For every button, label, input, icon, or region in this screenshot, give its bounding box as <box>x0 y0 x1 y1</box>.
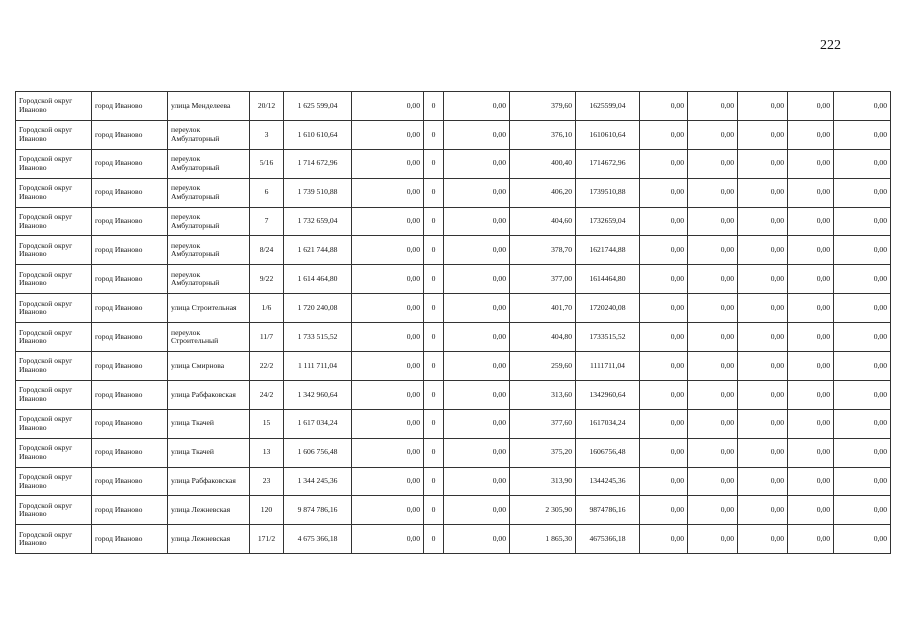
cell-amount: 1720240,08 <box>576 294 640 323</box>
cell-value-c: 0,00 <box>640 467 688 496</box>
cell-value-c: 0,00 <box>640 380 688 409</box>
cell-value-b: 0,00 <box>444 265 510 294</box>
cell-total-cost: 1 714 672,96 <box>284 149 352 178</box>
cell-house-number: 8/24 <box>250 236 284 265</box>
cell-value-b: 0,00 <box>444 525 510 554</box>
cell-value-d: 0,00 <box>688 525 738 554</box>
cell-value-b: 0,00 <box>444 323 510 352</box>
cell-municipality: Городской округ Иваново <box>16 207 92 236</box>
cell-total-cost: 1 621 744,88 <box>284 236 352 265</box>
cell-value-f: 0,00 <box>788 525 834 554</box>
cell-area: 404,80 <box>510 323 576 352</box>
cell-value-e: 0,00 <box>738 323 788 352</box>
cell-value-e: 0,00 <box>738 294 788 323</box>
cell-municipality: Городской округ Иваново <box>16 438 92 467</box>
cell-value-f: 0,00 <box>788 438 834 467</box>
cell-value-g: 0,00 <box>834 352 891 381</box>
cell-value-b: 0,00 <box>444 236 510 265</box>
cell-count: 0 <box>424 149 444 178</box>
cell-value-g: 0,00 <box>834 438 891 467</box>
cell-value-g: 0,00 <box>834 380 891 409</box>
cell-value-a: 0,00 <box>352 207 424 236</box>
cell-area: 313,60 <box>510 380 576 409</box>
table-row <box>16 178 891 207</box>
cell-value-d: 0,00 <box>688 352 738 381</box>
table-row <box>16 467 891 496</box>
cell-value-e: 0,00 <box>738 236 788 265</box>
cell-amount: 1714672,96 <box>576 149 640 178</box>
cell-value-c: 0,00 <box>640 207 688 236</box>
housing-registry-table <box>15 91 891 554</box>
cell-value-e: 0,00 <box>738 352 788 381</box>
cell-municipality: Городской округ Иваново <box>16 380 92 409</box>
cell-value-a: 0,00 <box>352 496 424 525</box>
cell-street: переулок Строительный <box>168 323 250 352</box>
cell-amount: 1344245,36 <box>576 467 640 496</box>
cell-count: 0 <box>424 236 444 265</box>
cell-value-a: 0,00 <box>352 178 424 207</box>
cell-count: 0 <box>424 178 444 207</box>
cell-house-number: 23 <box>250 467 284 496</box>
cell-value-d: 0,00 <box>688 236 738 265</box>
cell-value-f: 0,00 <box>788 294 834 323</box>
cell-total-cost: 1 733 515,52 <box>284 323 352 352</box>
table-row <box>16 207 891 236</box>
cell-amount: 4675366,18 <box>576 525 640 554</box>
cell-value-f: 0,00 <box>788 92 834 121</box>
cell-amount: 1614464,80 <box>576 265 640 294</box>
cell-amount: 9874786,16 <box>576 496 640 525</box>
cell-area: 406,20 <box>510 178 576 207</box>
cell-value-d: 0,00 <box>688 409 738 438</box>
cell-value-d: 0,00 <box>688 323 738 352</box>
cell-value-c: 0,00 <box>640 92 688 121</box>
cell-value-c: 0,00 <box>640 149 688 178</box>
cell-value-f: 0,00 <box>788 265 834 294</box>
cell-value-d: 0,00 <box>688 496 738 525</box>
cell-area: 377,60 <box>510 409 576 438</box>
cell-value-e: 0,00 <box>738 380 788 409</box>
cell-value-e: 0,00 <box>738 409 788 438</box>
cell-value-d: 0,00 <box>688 207 738 236</box>
table-row <box>16 496 891 525</box>
cell-locality: город Иваново <box>92 496 168 525</box>
cell-house-number: 20/12 <box>250 92 284 121</box>
cell-house-number: 22/2 <box>250 352 284 381</box>
cell-municipality: Городской округ Иваново <box>16 496 92 525</box>
cell-street: переулок Амбулаторный <box>168 265 250 294</box>
cell-value-b: 0,00 <box>444 178 510 207</box>
cell-value-c: 0,00 <box>640 120 688 149</box>
cell-value-e: 0,00 <box>738 525 788 554</box>
cell-amount: 1732659,04 <box>576 207 640 236</box>
cell-value-b: 0,00 <box>444 352 510 381</box>
cell-value-e: 0,00 <box>738 92 788 121</box>
cell-value-c: 0,00 <box>640 178 688 207</box>
cell-value-e: 0,00 <box>738 265 788 294</box>
cell-value-e: 0,00 <box>738 467 788 496</box>
table-row <box>16 149 891 178</box>
cell-area: 378,70 <box>510 236 576 265</box>
cell-value-a: 0,00 <box>352 525 424 554</box>
cell-house-number: 5/16 <box>250 149 284 178</box>
cell-value-d: 0,00 <box>688 265 738 294</box>
cell-value-c: 0,00 <box>640 294 688 323</box>
cell-value-f: 0,00 <box>788 120 834 149</box>
cell-area: 376,10 <box>510 120 576 149</box>
cell-value-a: 0,00 <box>352 409 424 438</box>
cell-street: улица Лежневская <box>168 525 250 554</box>
cell-value-d: 0,00 <box>688 149 738 178</box>
cell-value-f: 0,00 <box>788 236 834 265</box>
cell-value-a: 0,00 <box>352 352 424 381</box>
cell-value-d: 0,00 <box>688 294 738 323</box>
cell-value-b: 0,00 <box>444 149 510 178</box>
cell-area: 377,00 <box>510 265 576 294</box>
cell-area: 379,60 <box>510 92 576 121</box>
cell-value-g: 0,00 <box>834 294 891 323</box>
table-row <box>16 380 891 409</box>
cell-house-number: 3 <box>250 120 284 149</box>
cell-municipality: Городской округ Иваново <box>16 92 92 121</box>
cell-value-f: 0,00 <box>788 409 834 438</box>
cell-value-b: 0,00 <box>444 438 510 467</box>
cell-count: 0 <box>424 409 444 438</box>
cell-value-g: 0,00 <box>834 120 891 149</box>
cell-value-c: 0,00 <box>640 525 688 554</box>
cell-municipality: Городской округ Иваново <box>16 323 92 352</box>
cell-amount: 1621744,88 <box>576 236 640 265</box>
table-row <box>16 438 891 467</box>
cell-municipality: Городской округ Иваново <box>16 409 92 438</box>
cell-house-number: 15 <box>250 409 284 438</box>
cell-value-a: 0,00 <box>352 120 424 149</box>
cell-value-d: 0,00 <box>688 380 738 409</box>
cell-municipality: Городской округ Иваново <box>16 294 92 323</box>
cell-value-f: 0,00 <box>788 207 834 236</box>
cell-value-c: 0,00 <box>640 409 688 438</box>
cell-total-cost: 1 739 510,88 <box>284 178 352 207</box>
cell-amount: 1617034,24 <box>576 409 640 438</box>
cell-value-b: 0,00 <box>444 294 510 323</box>
cell-street: улица Рабфаковская <box>168 467 250 496</box>
cell-value-c: 0,00 <box>640 496 688 525</box>
cell-total-cost: 1 614 464,80 <box>284 265 352 294</box>
table-row <box>16 265 891 294</box>
cell-value-f: 0,00 <box>788 178 834 207</box>
cell-total-cost: 1 617 034,24 <box>284 409 352 438</box>
cell-street: переулок Амбулаторный <box>168 120 250 149</box>
cell-value-b: 0,00 <box>444 207 510 236</box>
cell-value-f: 0,00 <box>788 380 834 409</box>
cell-value-b: 0,00 <box>444 380 510 409</box>
cell-value-c: 0,00 <box>640 236 688 265</box>
cell-municipality: Городской округ Иваново <box>16 178 92 207</box>
cell-street: улица Строительная <box>168 294 250 323</box>
cell-amount: 1111711,04 <box>576 352 640 381</box>
cell-count: 0 <box>424 467 444 496</box>
cell-locality: город Иваново <box>92 265 168 294</box>
cell-total-cost: 1 732 659,04 <box>284 207 352 236</box>
cell-value-d: 0,00 <box>688 178 738 207</box>
cell-value-g: 0,00 <box>834 149 891 178</box>
cell-locality: город Иваново <box>92 352 168 381</box>
cell-house-number: 171/2 <box>250 525 284 554</box>
cell-locality: город Иваново <box>92 149 168 178</box>
cell-value-e: 0,00 <box>738 438 788 467</box>
page-number: 222 <box>820 38 841 53</box>
cell-value-g: 0,00 <box>834 467 891 496</box>
cell-value-e: 0,00 <box>738 178 788 207</box>
cell-locality: город Иваново <box>92 323 168 352</box>
cell-area: 1 865,30 <box>510 525 576 554</box>
table-row <box>16 352 891 381</box>
cell-locality: город Иваново <box>92 525 168 554</box>
cell-value-b: 0,00 <box>444 496 510 525</box>
cell-value-g: 0,00 <box>834 236 891 265</box>
cell-amount: 1625599,04 <box>576 92 640 121</box>
cell-value-e: 0,00 <box>738 207 788 236</box>
cell-total-cost: 1 606 756,48 <box>284 438 352 467</box>
cell-total-cost: 1 610 610,64 <box>284 120 352 149</box>
cell-amount: 1342960,64 <box>576 380 640 409</box>
cell-locality: город Иваново <box>92 380 168 409</box>
table-row <box>16 294 891 323</box>
cell-locality: город Иваново <box>92 467 168 496</box>
cell-area: 259,60 <box>510 352 576 381</box>
cell-value-e: 0,00 <box>738 120 788 149</box>
cell-value-d: 0,00 <box>688 92 738 121</box>
table-row <box>16 236 891 265</box>
cell-count: 0 <box>424 525 444 554</box>
cell-value-c: 0,00 <box>640 438 688 467</box>
cell-value-c: 0,00 <box>640 323 688 352</box>
cell-value-a: 0,00 <box>352 236 424 265</box>
cell-count: 0 <box>424 496 444 525</box>
cell-value-d: 0,00 <box>688 120 738 149</box>
cell-house-number: 24/2 <box>250 380 284 409</box>
cell-value-c: 0,00 <box>640 352 688 381</box>
cell-value-g: 0,00 <box>834 409 891 438</box>
cell-street: переулок Амбулаторный <box>168 236 250 265</box>
cell-value-a: 0,00 <box>352 380 424 409</box>
cell-count: 0 <box>424 323 444 352</box>
cell-street: улица Ткачей <box>168 438 250 467</box>
table-row <box>16 409 891 438</box>
cell-value-g: 0,00 <box>834 265 891 294</box>
cell-value-a: 0,00 <box>352 149 424 178</box>
table-row <box>16 92 891 121</box>
cell-count: 0 <box>424 380 444 409</box>
cell-locality: город Иваново <box>92 120 168 149</box>
cell-area: 2 305,90 <box>510 496 576 525</box>
cell-total-cost: 1 344 245,36 <box>284 467 352 496</box>
cell-locality: город Иваново <box>92 409 168 438</box>
table-body <box>16 92 891 554</box>
cell-house-number: 9/22 <box>250 265 284 294</box>
cell-locality: город Иваново <box>92 207 168 236</box>
cell-street: переулок Амбулаторный <box>168 178 250 207</box>
cell-municipality: Городской округ Иваново <box>16 120 92 149</box>
table-row <box>16 323 891 352</box>
cell-value-a: 0,00 <box>352 294 424 323</box>
cell-count: 0 <box>424 207 444 236</box>
cell-amount: 1739510,88 <box>576 178 640 207</box>
cell-locality: город Иваново <box>92 236 168 265</box>
cell-value-a: 0,00 <box>352 323 424 352</box>
cell-street: переулок Амбулаторный <box>168 149 250 178</box>
cell-street: улица Рабфаковская <box>168 380 250 409</box>
cell-street: улица Смирнова <box>168 352 250 381</box>
table-row <box>16 120 891 149</box>
cell-value-b: 0,00 <box>444 409 510 438</box>
cell-value-g: 0,00 <box>834 92 891 121</box>
cell-count: 0 <box>424 438 444 467</box>
cell-house-number: 6 <box>250 178 284 207</box>
cell-value-g: 0,00 <box>834 207 891 236</box>
cell-locality: город Иваново <box>92 294 168 323</box>
cell-value-a: 0,00 <box>352 92 424 121</box>
cell-amount: 1733515,52 <box>576 323 640 352</box>
cell-house-number: 120 <box>250 496 284 525</box>
cell-municipality: Городской округ Иваново <box>16 236 92 265</box>
cell-municipality: Городской округ Иваново <box>16 265 92 294</box>
cell-total-cost: 1 625 599,04 <box>284 92 352 121</box>
cell-house-number: 11/7 <box>250 323 284 352</box>
cell-house-number: 13 <box>250 438 284 467</box>
cell-value-b: 0,00 <box>444 92 510 121</box>
cell-value-g: 0,00 <box>834 323 891 352</box>
cell-value-f: 0,00 <box>788 496 834 525</box>
cell-area: 400,40 <box>510 149 576 178</box>
cell-area: 401,70 <box>510 294 576 323</box>
cell-value-e: 0,00 <box>738 496 788 525</box>
cell-area: 313,90 <box>510 467 576 496</box>
cell-total-cost: 1 720 240,08 <box>284 294 352 323</box>
cell-street: улица Лежневская <box>168 496 250 525</box>
cell-value-b: 0,00 <box>444 467 510 496</box>
cell-value-a: 0,00 <box>352 438 424 467</box>
cell-house-number: 7 <box>250 207 284 236</box>
cell-value-d: 0,00 <box>688 467 738 496</box>
cell-value-g: 0,00 <box>834 496 891 525</box>
cell-value-f: 0,00 <box>788 352 834 381</box>
cell-total-cost: 1 342 960,64 <box>284 380 352 409</box>
cell-total-cost: 4 675 366,18 <box>284 525 352 554</box>
cell-area: 375,20 <box>510 438 576 467</box>
cell-count: 0 <box>424 92 444 121</box>
cell-value-d: 0,00 <box>688 438 738 467</box>
cell-street: улица Менделеева <box>168 92 250 121</box>
cell-amount: 1610610,64 <box>576 120 640 149</box>
cell-value-a: 0,00 <box>352 467 424 496</box>
cell-value-g: 0,00 <box>834 525 891 554</box>
cell-locality: город Иваново <box>92 178 168 207</box>
cell-value-c: 0,00 <box>640 265 688 294</box>
cell-count: 0 <box>424 120 444 149</box>
table-row <box>16 525 891 554</box>
cell-value-f: 0,00 <box>788 323 834 352</box>
cell-count: 0 <box>424 352 444 381</box>
cell-street: переулок Амбулаторный <box>168 207 250 236</box>
cell-amount: 1606756,48 <box>576 438 640 467</box>
cell-street: улица Ткачей <box>168 409 250 438</box>
cell-municipality: Городской округ Иваново <box>16 467 92 496</box>
cell-locality: город Иваново <box>92 92 168 121</box>
cell-municipality: Городской округ Иваново <box>16 149 92 178</box>
cell-total-cost: 1 111 711,04 <box>284 352 352 381</box>
cell-value-f: 0,00 <box>788 467 834 496</box>
cell-value-g: 0,00 <box>834 178 891 207</box>
cell-locality: город Иваново <box>92 438 168 467</box>
cell-value-e: 0,00 <box>738 149 788 178</box>
cell-count: 0 <box>424 294 444 323</box>
cell-value-b: 0,00 <box>444 120 510 149</box>
cell-value-a: 0,00 <box>352 265 424 294</box>
cell-municipality: Городской округ Иваново <box>16 525 92 554</box>
cell-house-number: 1/6 <box>250 294 284 323</box>
cell-total-cost: 9 874 786,16 <box>284 496 352 525</box>
cell-municipality: Городской округ Иваново <box>16 352 92 381</box>
cell-value-f: 0,00 <box>788 149 834 178</box>
cell-area: 404,60 <box>510 207 576 236</box>
cell-count: 0 <box>424 265 444 294</box>
